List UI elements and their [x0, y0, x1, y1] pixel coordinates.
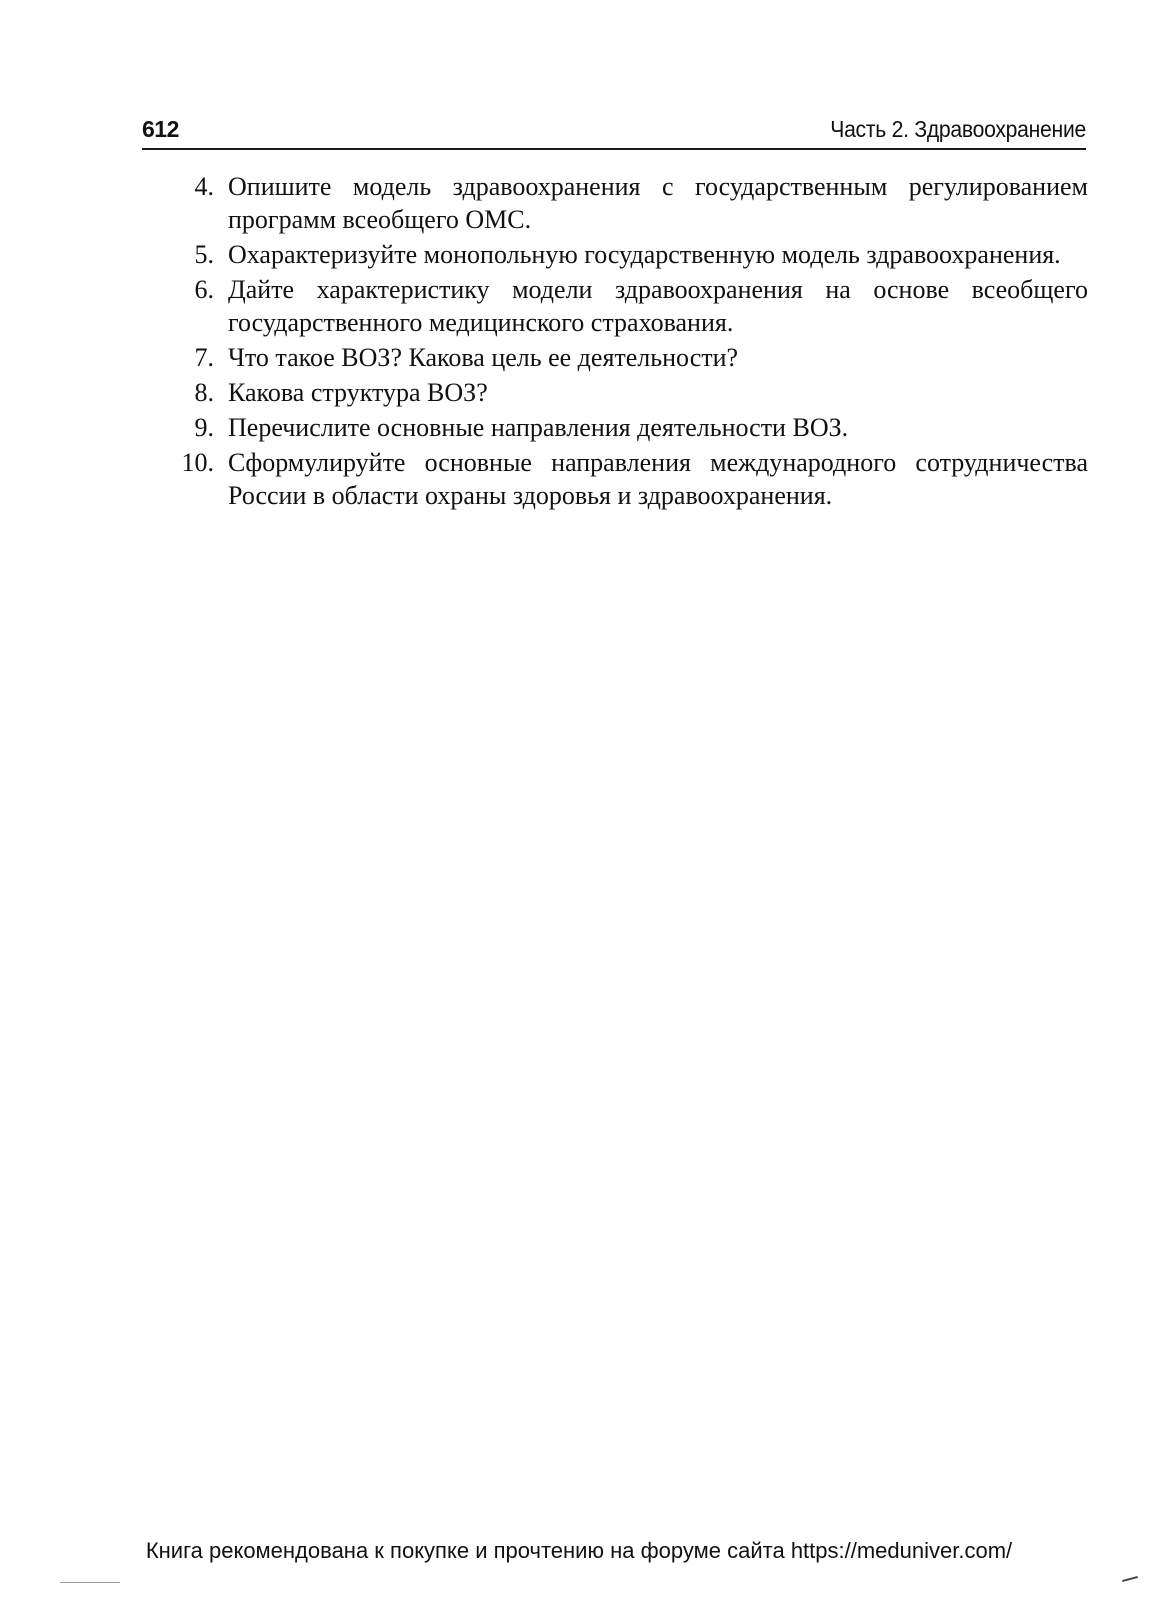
- running-head: [142, 112, 1086, 150]
- question-text: Опишите модель здравоохранения с государственным регулированием программ всеобщего ОМС.: [228, 172, 1088, 234]
- question-item: [168, 376, 1088, 409]
- question-text: Охарактеризуйте монопольную государственную модель здравоохранения.: [228, 240, 1061, 269]
- section-title: Часть 2. Здравоохранение: [830, 116, 1086, 142]
- corner-mark: [1122, 1576, 1138, 1582]
- question-number: 6.: [194, 275, 214, 304]
- question-item: [168, 170, 1088, 236]
- question-number: 10.: [181, 448, 214, 477]
- question-text: Что такое ВОЗ? Какова цель ее деятельности?: [228, 343, 739, 372]
- question-number: 8.: [194, 378, 214, 407]
- question-number: 9.: [194, 413, 214, 442]
- page-number: 612: [142, 116, 179, 142]
- question-text: Сформулируйте основные направления международного сотрудничества России в области охраны здоровья и здравоохранения.: [228, 448, 1088, 510]
- question-item: [168, 446, 1088, 512]
- question-list: [168, 170, 1088, 514]
- question-text: Перечислите основные направления деятельности ВОЗ.: [228, 413, 849, 442]
- question-text: Дайте характеристику модели здравоохранения на основе всеобщего государственного медицинского страхования.: [228, 275, 1088, 337]
- footer-note: Книга рекомендована к покупке и прочтению на форуме сайта https://meduniver.com/: [145, 1538, 1013, 1563]
- question-number: 7.: [194, 343, 214, 372]
- question-item: [168, 238, 1088, 271]
- footer-rule: [60, 1582, 120, 1583]
- question-text: Какова структура ВОЗ?: [228, 378, 488, 407]
- question-item: [168, 341, 1088, 374]
- question-number: 4.: [194, 172, 214, 201]
- question-number: 5.: [194, 240, 214, 269]
- question-item: [168, 273, 1088, 339]
- question-item: [168, 411, 1088, 444]
